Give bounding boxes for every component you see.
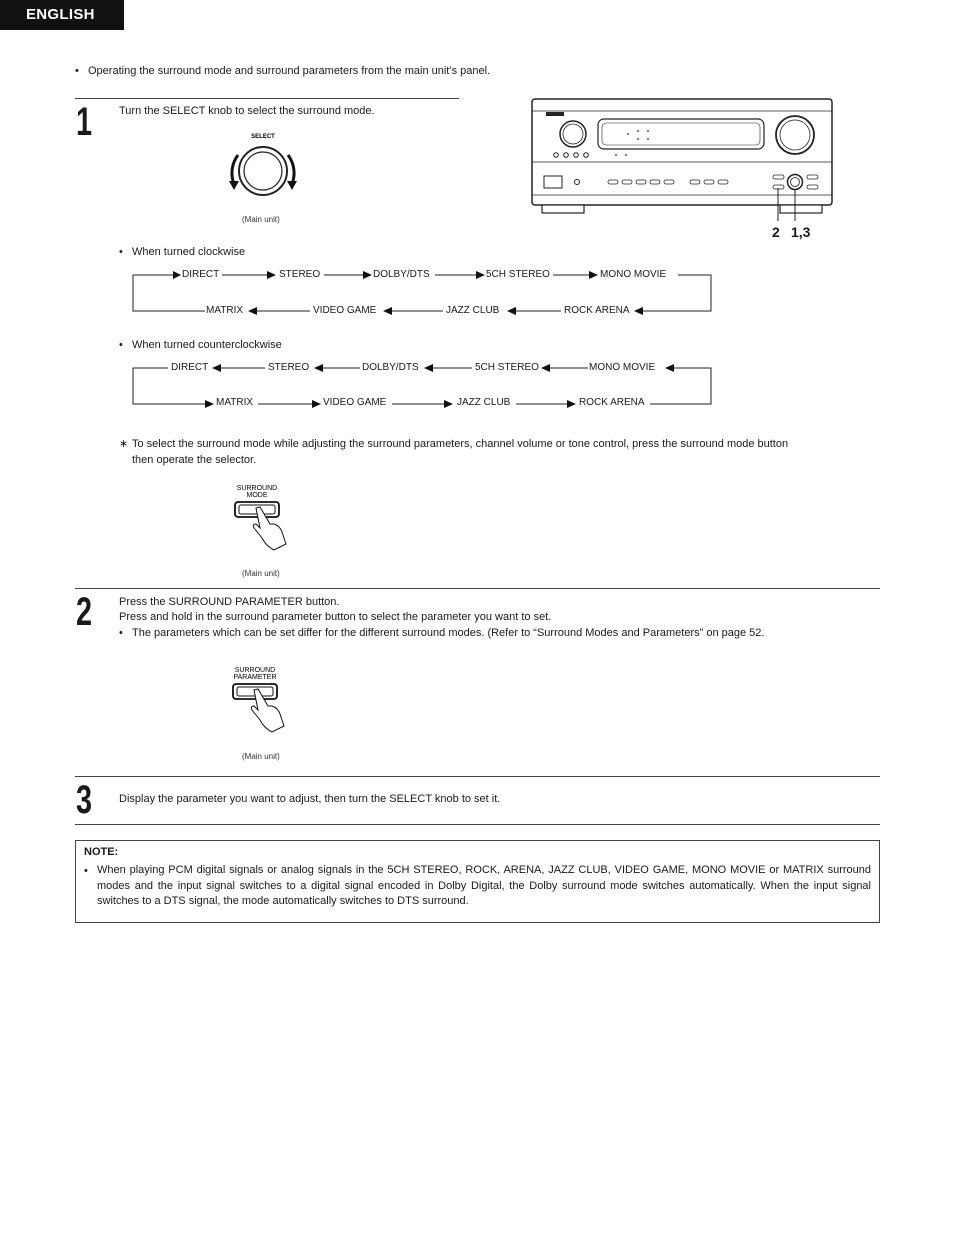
note-box bbox=[75, 840, 880, 923]
select-knob-illustration bbox=[220, 128, 310, 200]
ccw-top-5ch-stereo: 5CH STEREO bbox=[475, 362, 539, 373]
clockwise-label: When turned clockwise bbox=[132, 246, 246, 258]
step1-instruction: Turn the SELECT knob to select the surround mode. bbox=[119, 105, 375, 117]
asterisk-note-line2: then operate the selector. bbox=[132, 454, 257, 466]
clockwise-bullet: • bbox=[119, 246, 123, 258]
step3-text: Display the parameter you want to adjust, then turn the SELECT knob to set it. bbox=[119, 793, 501, 805]
ccw-bottom-video-game: VIDEO GAME bbox=[323, 397, 387, 408]
receiver-front-panel bbox=[530, 97, 835, 222]
step2-line1: Press the SURROUND PARAMETER button. bbox=[119, 596, 340, 608]
intro-text: Operating the surround mode and surround parameters from the main unit’s panel. bbox=[88, 65, 491, 77]
cw-top-dolby-dts: DOLBY/DTS bbox=[373, 269, 430, 280]
note-text: When playing PCM digital signals or analog signals in the 5CH STEREO, ROCK, ARENA, JAZZ CLUB, VIDEO GAME, MONO MOVIE or MATRIX surround modes and the input signal switches to a digital signal encoded in Dolby Digital, the Dolby surround mode switches automatically. When the input signal switches to a DTS signal, the mode automatically switches to DTS surround. bbox=[97, 864, 871, 907]
cw-bottom-jazz-club: JAZZ CLUB bbox=[446, 305, 500, 316]
surround-mode-button-illustration bbox=[226, 480, 296, 552]
step3-number: 3 bbox=[76, 778, 93, 822]
step1-number: 1 bbox=[76, 100, 93, 144]
intro-bullet: • bbox=[75, 65, 79, 77]
step2-number: 2 bbox=[76, 590, 93, 634]
ccw-top-direct: DIRECT bbox=[171, 362, 209, 373]
select-knob-caption: (Main unit) bbox=[242, 215, 280, 224]
step3-rule bbox=[75, 776, 880, 777]
cw-bottom-video-game: VIDEO GAME bbox=[313, 305, 377, 316]
cw-top-mono-movie: MONO MOVIE bbox=[600, 269, 667, 280]
ccw-bottom-jazz-club: JAZZ CLUB bbox=[457, 397, 511, 408]
ccw-top-stereo: STEREO bbox=[268, 362, 310, 373]
surround-parameter-caption: (Main unit) bbox=[242, 752, 280, 761]
step2-bullet: • bbox=[119, 627, 123, 639]
asterisk-note-line1: To select the surround mode while adjusting the surround parameters, channel volume or tone control, press the surround mode button bbox=[132, 438, 789, 450]
ccw-label: When turned counterclockwise bbox=[132, 339, 282, 351]
note-title: NOTE: bbox=[84, 846, 119, 858]
surround-parameter-label-2: PARAMETER bbox=[233, 674, 277, 681]
surround-parameter-button-illustration bbox=[226, 662, 296, 736]
cw-top-stereo: STEREO bbox=[279, 269, 321, 280]
cw-top-direct: DIRECT bbox=[182, 269, 220, 280]
surround-mode-caption: (Main unit) bbox=[242, 569, 280, 578]
ccw-bullet: • bbox=[119, 339, 123, 351]
cw-bottom-matrix: MATRIX bbox=[206, 305, 244, 316]
asterisk-mark: ∗ bbox=[119, 438, 129, 450]
surround-mode-label-2: MODE bbox=[246, 492, 268, 499]
step1-rule bbox=[75, 98, 459, 99]
select-knob-label: SELECT bbox=[251, 134, 275, 140]
cw-bottom-rock-arena: ROCK ARENA bbox=[564, 305, 630, 316]
step2-rule bbox=[75, 588, 880, 589]
note-bullet: • bbox=[84, 865, 88, 877]
ccw-bottom-matrix: MATRIX bbox=[216, 397, 254, 408]
ccw-bottom-rock-arena: ROCK ARENA bbox=[579, 397, 645, 408]
cw-top-5ch-stereo: 5CH STEREO bbox=[486, 269, 550, 280]
callout-step1-3: 1,3 bbox=[791, 224, 811, 240]
step2-line2: Press and hold in the surround parameter button to select the parameter you want to set. bbox=[119, 611, 552, 623]
step3-bottom-rule bbox=[75, 824, 880, 825]
language-tab: ENGLISH bbox=[0, 0, 124, 30]
ccw-top-dolby-dts: DOLBY/DTS bbox=[362, 362, 419, 373]
ccw-top-mono-movie: MONO MOVIE bbox=[589, 362, 656, 373]
surround-parameter-label-1: SURROUND bbox=[234, 667, 276, 674]
surround-mode-label-1: SURROUND bbox=[236, 485, 278, 492]
callout-step2: 2 bbox=[772, 224, 780, 240]
step2-line3: The parameters which can be set differ for the different surround modes. (Refer to “Surround Modes and Parameters” on page 52. bbox=[132, 627, 765, 639]
